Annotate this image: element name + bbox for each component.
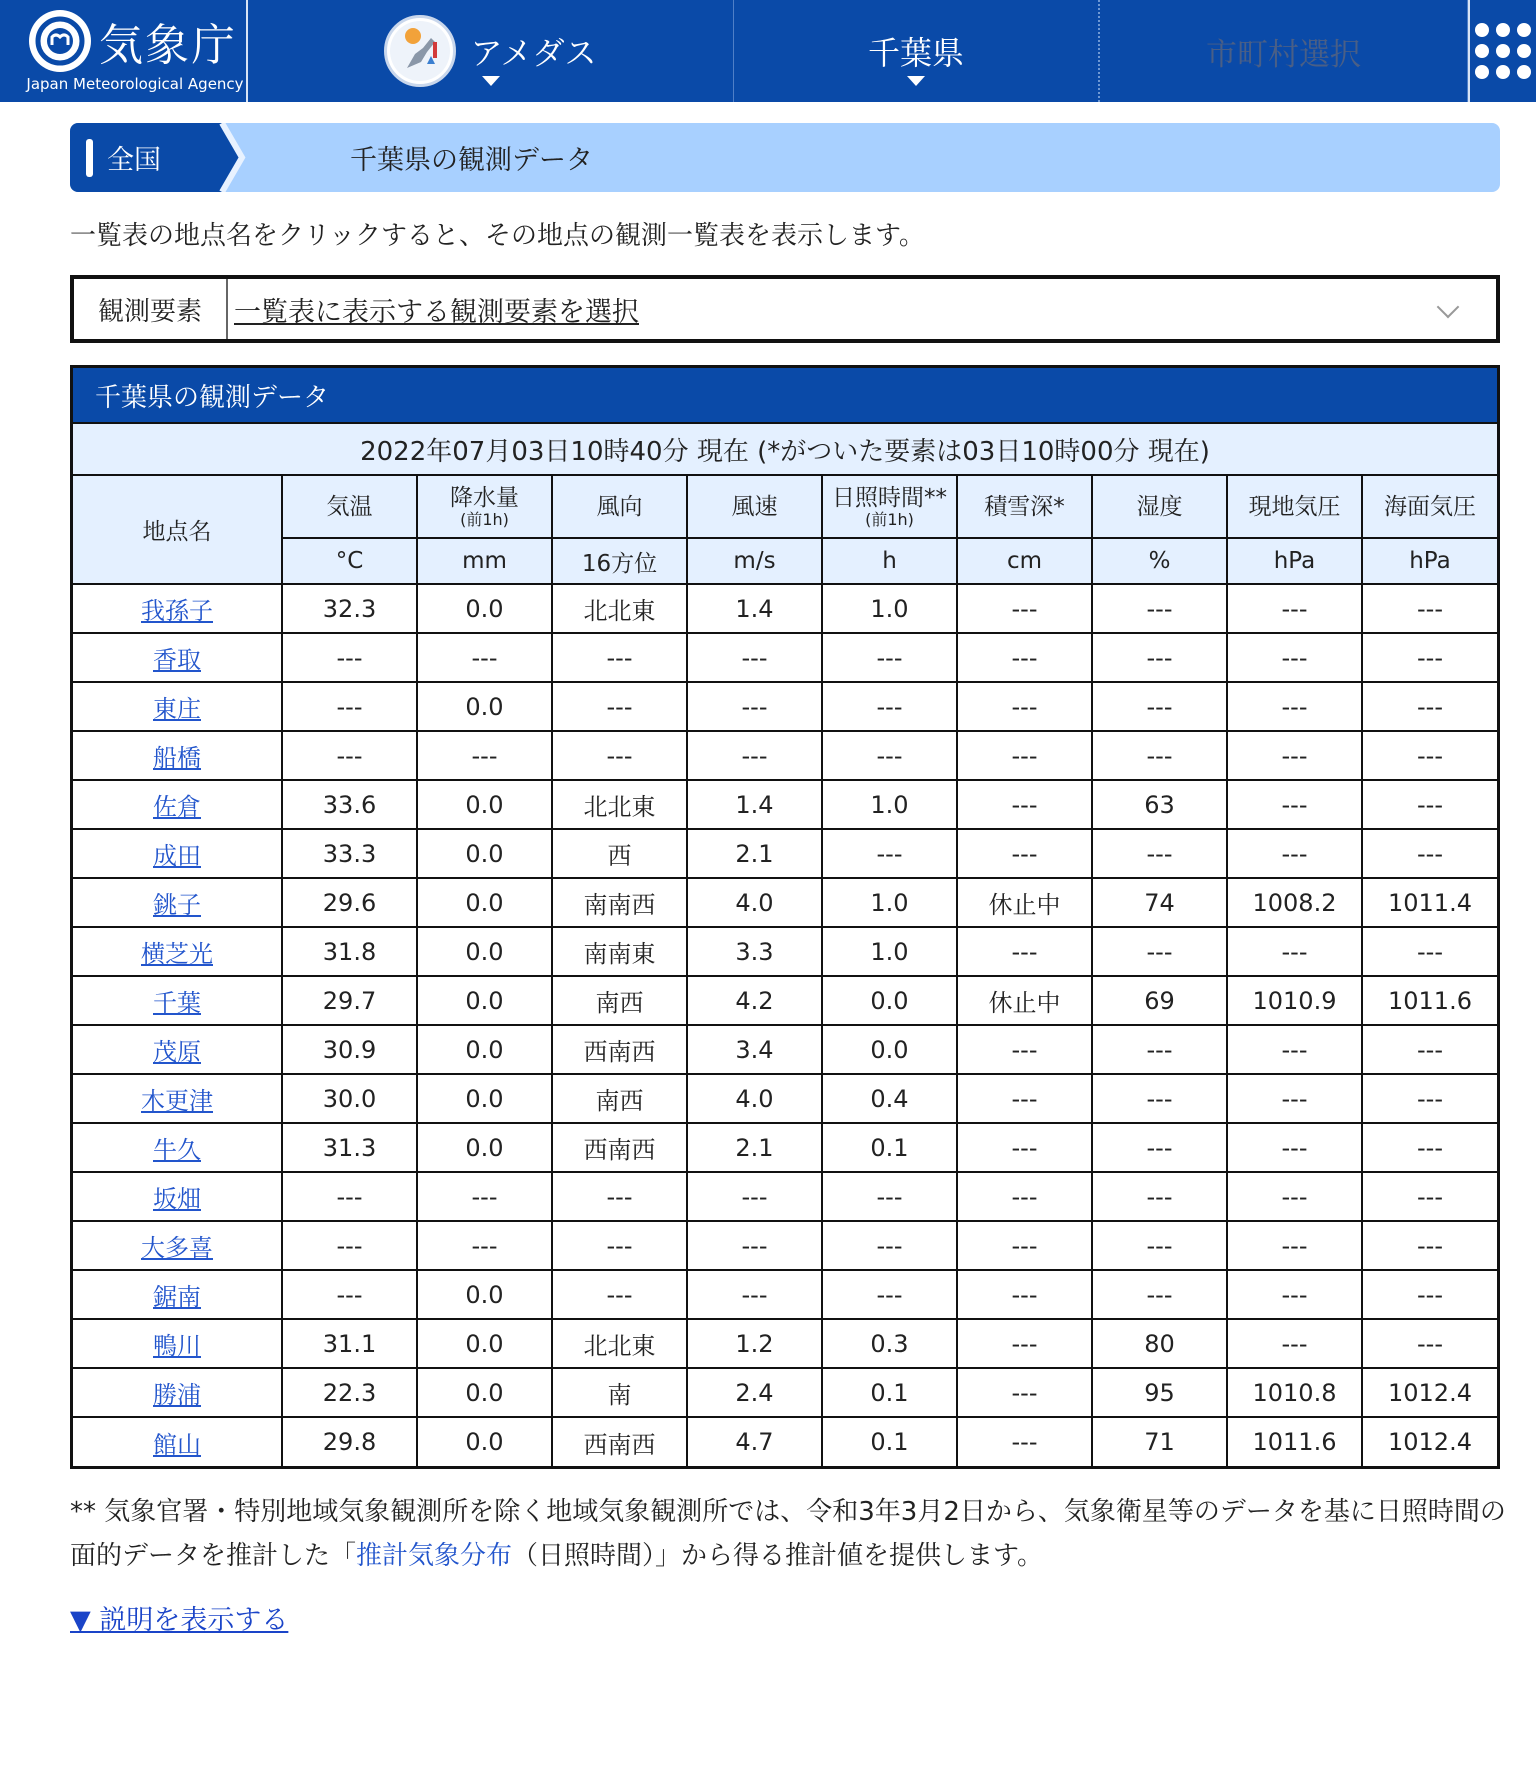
table-cell: 4.2	[687, 976, 822, 1025]
table-cell: ---	[282, 1270, 417, 1319]
table-cell: 1.0	[822, 780, 957, 829]
table-cell: ---	[1362, 927, 1497, 976]
breadcrumb-arrow-icon	[198, 123, 248, 192]
table-row	[73, 780, 1497, 829]
logo-subtitle: Japan Meteorological Agency	[26, 75, 244, 93]
table-cell: 休止中	[957, 878, 1092, 927]
station-header: 地点名	[73, 476, 282, 584]
chevron-down-icon	[907, 76, 925, 86]
table-cell: 1011.6	[1227, 1417, 1362, 1466]
table-cell: ---	[822, 731, 957, 780]
chevron-down-icon	[482, 76, 500, 86]
station-link[interactable]: 館山	[73, 1417, 282, 1466]
station-link[interactable]: 東庄	[73, 682, 282, 731]
column-unit: °C	[282, 538, 417, 584]
table-cell: ---	[552, 633, 687, 682]
table-cell: 29.6	[282, 878, 417, 927]
column-header: 日照時間** (前1h)	[822, 476, 957, 538]
jma-logo[interactable]	[0, 0, 248, 102]
table-cell: 北北東	[552, 1319, 687, 1368]
table-row	[73, 731, 1497, 780]
station-link[interactable]: 香取	[73, 633, 282, 682]
table-cell: ---	[822, 633, 957, 682]
table-cell: 1.4	[687, 780, 822, 829]
table-cell: 71	[1092, 1417, 1227, 1466]
column-unit: hPa	[1362, 538, 1497, 584]
table-cell: 南南西	[552, 878, 687, 927]
table-row	[73, 1221, 1497, 1270]
table-cell: 22.3	[282, 1368, 417, 1417]
column-header: 風向	[552, 476, 687, 538]
station-link[interactable]: 勝浦	[73, 1368, 282, 1417]
observation-grid	[73, 476, 1497, 1466]
table-cell: ---	[1092, 1123, 1227, 1172]
table-cell: 2.1	[687, 1123, 822, 1172]
table-cell: ---	[282, 1172, 417, 1221]
breadcrumb-home[interactable]	[70, 123, 200, 192]
prefecture-label: 千葉県	[867, 34, 964, 72]
table-cell: ---	[687, 1172, 822, 1221]
table-cell: ---	[1227, 633, 1362, 682]
table-cell: ---	[417, 1221, 552, 1270]
table-cell: ---	[1092, 731, 1227, 780]
station-link[interactable]: 船橋	[73, 731, 282, 780]
station-link[interactable]: 木更津	[73, 1074, 282, 1123]
table-cell: ---	[1362, 633, 1497, 682]
table-cell: 0.0	[417, 682, 552, 731]
table-cell: ---	[1092, 1074, 1227, 1123]
table-cell: ---	[957, 633, 1092, 682]
table-row	[73, 1270, 1497, 1319]
table-cell: 0.0	[417, 1123, 552, 1172]
table-cell: 80	[1092, 1319, 1227, 1368]
column-unit: %	[1092, 538, 1227, 584]
table-row	[73, 829, 1497, 878]
table-cell: 0.0	[417, 1417, 552, 1466]
table-cell: 0.0	[417, 780, 552, 829]
table-cell: ---	[552, 1221, 687, 1270]
column-header: 気温	[282, 476, 417, 538]
table-row	[73, 1025, 1497, 1074]
table-cell: ---	[1227, 682, 1362, 731]
column-header: 湿度	[1092, 476, 1227, 538]
table-row	[73, 1368, 1497, 1417]
breadcrumb-home-label: 全国	[107, 145, 161, 176]
table-row	[73, 682, 1497, 731]
table-cell: ---	[282, 1221, 417, 1270]
table-cell: ---	[1362, 1074, 1497, 1123]
table-cell: 32.3	[282, 584, 417, 633]
table-cell: 0.0	[417, 927, 552, 976]
table-cell: ---	[417, 633, 552, 682]
table-cell: ---	[957, 1172, 1092, 1221]
table-row	[73, 1172, 1497, 1221]
table-cell: ---	[282, 633, 417, 682]
table-cell: ---	[552, 731, 687, 780]
table-cell: 0.0	[822, 1025, 957, 1074]
table-cell: ---	[1227, 584, 1362, 633]
table-cell: 西南西	[552, 1123, 687, 1172]
table-cell: ---	[1227, 1172, 1362, 1221]
table-title: 千葉県の観測データ	[73, 368, 1497, 424]
table-cell: 西南西	[552, 1417, 687, 1466]
sunshine-note	[70, 1490, 1510, 1578]
table-cell: 33.6	[282, 780, 417, 829]
table-cell: ---	[957, 1025, 1092, 1074]
column-unit: mm	[417, 538, 552, 584]
table-row	[73, 633, 1497, 682]
table-row	[73, 878, 1497, 927]
table-cell: ---	[1362, 1025, 1497, 1074]
station-link[interactable]: 我孫子	[73, 584, 282, 633]
table-cell: ---	[552, 682, 687, 731]
table-cell: 69	[1092, 976, 1227, 1025]
table-cell: ---	[1092, 682, 1227, 731]
table-cell: ---	[957, 1074, 1092, 1123]
table-cell: 63	[1092, 780, 1227, 829]
table-cell: ---	[687, 1221, 822, 1270]
column-header: 現地気圧	[1227, 476, 1362, 538]
table-cell: ---	[957, 1368, 1092, 1417]
table-cell: ---	[687, 682, 822, 731]
amedas-menu[interactable]	[248, 0, 734, 102]
table-cell: 0.0	[822, 976, 957, 1025]
table-row	[73, 584, 1497, 633]
table-cell: 0.4	[822, 1074, 957, 1123]
table-cell: ---	[1362, 1221, 1497, 1270]
table-cell: 0.1	[822, 1368, 957, 1417]
table-cell: 2.4	[687, 1368, 822, 1417]
table-cell: 南	[552, 1368, 687, 1417]
table-cell: ---	[822, 682, 957, 731]
table-cell: 1011.4	[1362, 878, 1497, 927]
table-cell: ---	[1227, 1074, 1362, 1123]
station-link[interactable]: 銚子	[73, 878, 282, 927]
observation-table	[70, 365, 1500, 1469]
table-cell: ---	[957, 1221, 1092, 1270]
column-unit: hPa	[1227, 538, 1362, 584]
station-link[interactable]: 牛久	[73, 1123, 282, 1172]
table-cell: 北北東	[552, 780, 687, 829]
table-cell: 1.4	[687, 584, 822, 633]
show-explanation-link[interactable]: ▼ 説明を表示する	[70, 1605, 289, 1636]
table-cell: 0.0	[417, 1270, 552, 1319]
table-cell: 西南西	[552, 1025, 687, 1074]
logo-title: 気象庁	[99, 20, 237, 71]
table-cell: 30.0	[282, 1074, 417, 1123]
breadcrumb-current: 千葉県の観測データ	[350, 145, 593, 176]
table-cell: ---	[1227, 731, 1362, 780]
table-cell: 0.0	[417, 976, 552, 1025]
table-cell: ---	[552, 1172, 687, 1221]
table-row	[73, 1417, 1497, 1466]
weather-map-icon	[384, 15, 456, 87]
selector-value-text: 一覧表に表示する観測要素を選択	[234, 296, 639, 328]
table-cell: ---	[687, 633, 822, 682]
table-row	[73, 1123, 1497, 1172]
station-link[interactable]: 佐倉	[73, 780, 282, 829]
selector-value[interactable]	[228, 279, 1496, 339]
table-cell: 1010.9	[1227, 976, 1362, 1025]
table-cell: ---	[1362, 682, 1497, 731]
table-cell: ---	[957, 829, 1092, 878]
table-cell: 1.2	[687, 1319, 822, 1368]
selector-label: 観測要素	[74, 279, 228, 339]
table-cell: 0.0	[417, 1025, 552, 1074]
station-link[interactable]: 大多喜	[73, 1221, 282, 1270]
table-cell: 74	[1092, 878, 1227, 927]
table-cell: ---	[1092, 1172, 1227, 1221]
table-cell: ---	[1227, 829, 1362, 878]
table-cell: 95	[1092, 1368, 1227, 1417]
amedas-label: アメダス	[470, 34, 597, 72]
table-cell: ---	[1362, 1172, 1497, 1221]
table-cell: ---	[957, 1270, 1092, 1319]
table-cell: 1008.2	[1227, 878, 1362, 927]
estimated-distribution-link[interactable]: 推計気象分布	[356, 1541, 513, 1571]
table-cell: 31.3	[282, 1123, 417, 1172]
table-cell: ---	[957, 927, 1092, 976]
note-text-before: ** 気象官署・特別地域気象観測所を除く地域気象観測所では、令和3年3月2日から、気象衛星等のデータを基に日照時間の面的データを推計した「	[70, 1497, 1506, 1571]
table-cell: 1.0	[822, 927, 957, 976]
table-cell: ---	[822, 1270, 957, 1319]
column-unit: h	[822, 538, 957, 584]
column-header: 海面気圧	[1362, 476, 1497, 538]
table-cell: ---	[1227, 1270, 1362, 1319]
table-cell: ---	[957, 780, 1092, 829]
table-cell: ---	[957, 682, 1092, 731]
table-cell: ---	[282, 731, 417, 780]
table-cell: ---	[1227, 1025, 1362, 1074]
prefecture-menu[interactable]	[734, 0, 1100, 102]
station-link[interactable]: 成田	[73, 829, 282, 878]
table-cell: 0.1	[822, 1123, 957, 1172]
table-cell: ---	[1362, 731, 1497, 780]
table-cell: 0.0	[417, 878, 552, 927]
table-cell: 北北東	[552, 584, 687, 633]
column-header: 積雪深*	[957, 476, 1092, 538]
intro-text: 一覧表の地点名をクリックすると、その地点の観測一覧表を表示します。	[70, 221, 925, 251]
table-cell: 29.7	[282, 976, 417, 1025]
table-row	[73, 1074, 1497, 1123]
table-cell: 0.1	[822, 1417, 957, 1466]
table-cell: ---	[687, 731, 822, 780]
table-cell: 1.0	[822, 584, 957, 633]
table-cell: 31.8	[282, 927, 417, 976]
column-header: 風速	[687, 476, 822, 538]
table-cell: ---	[1227, 1123, 1362, 1172]
table-cell: ---	[957, 1417, 1092, 1466]
table-cell: ---	[957, 1123, 1092, 1172]
table-cell: 1012.4	[1362, 1368, 1497, 1417]
station-link[interactable]: 坂畑	[73, 1172, 282, 1221]
table-cell: 4.0	[687, 1074, 822, 1123]
table-cell: 0.0	[417, 829, 552, 878]
grid-menu-icon	[1475, 23, 1531, 79]
table-cell: ---	[957, 584, 1092, 633]
station-link[interactable]: 鋸南	[73, 1270, 282, 1319]
table-cell: ---	[822, 1221, 957, 1270]
table-cell: ---	[1362, 1123, 1497, 1172]
table-cell: ---	[1092, 1221, 1227, 1270]
column-header: 降水量 (前1h)	[417, 476, 552, 538]
table-cell: 西	[552, 829, 687, 878]
table-cell: ---	[417, 731, 552, 780]
table-cell: 南西	[552, 976, 687, 1025]
table-cell: ---	[1227, 1319, 1362, 1368]
table-cell: 31.1	[282, 1319, 417, 1368]
breadcrumb	[70, 123, 1500, 192]
table-cell: 0.0	[417, 1368, 552, 1417]
element-selector[interactable]	[70, 275, 1500, 343]
table-cell: ---	[1227, 927, 1362, 976]
table-cell: ---	[1227, 780, 1362, 829]
table-cell: ---	[1092, 1270, 1227, 1319]
table-cell: ---	[1092, 829, 1227, 878]
table-cell: 29.8	[282, 1417, 417, 1466]
table-cell: 1010.8	[1227, 1368, 1362, 1417]
table-cell: ---	[957, 1319, 1092, 1368]
note-text-after: （日照時間）」から得る推計値を提供します。	[512, 1541, 1043, 1571]
table-cell: ---	[1362, 780, 1497, 829]
table-cell: 30.9	[282, 1025, 417, 1074]
table-cell: 3.4	[687, 1025, 822, 1074]
table-cell: 南西	[552, 1074, 687, 1123]
table-cell: 0.3	[822, 1319, 957, 1368]
table-cell: 南南東	[552, 927, 687, 976]
table-cell: ---	[1362, 584, 1497, 633]
table-cell: 0.0	[417, 1074, 552, 1123]
city-select-label: 市町村選択	[1206, 36, 1361, 73]
station-link[interactable]: 鴨川	[73, 1319, 282, 1368]
table-cell: ---	[417, 1172, 552, 1221]
table-cell: ---	[822, 1172, 957, 1221]
table-timestamp: 2022年07月03日10時40分 現在 (*がついた要素は03日10時00分 現在)	[73, 424, 1497, 476]
table-cell: 0.0	[417, 1319, 552, 1368]
table-row	[73, 1319, 1497, 1368]
table-cell: ---	[1362, 1270, 1497, 1319]
table-cell: ---	[1092, 633, 1227, 682]
table-cell: 0.0	[417, 584, 552, 633]
table-cell: ---	[1362, 829, 1497, 878]
table-cell: ---	[687, 1270, 822, 1319]
table-cell: 4.7	[687, 1417, 822, 1466]
table-cell: 2.1	[687, 829, 822, 878]
top-header	[0, 0, 1536, 102]
station-link[interactable]: 千葉	[73, 976, 282, 1025]
station-link[interactable]: 横芝光	[73, 927, 282, 976]
column-unit: cm	[957, 538, 1092, 584]
table-cell: ---	[822, 829, 957, 878]
table-cell: 3.3	[687, 927, 822, 976]
table-cell: ---	[1092, 1025, 1227, 1074]
jma-logo-icon	[29, 10, 91, 72]
column-unit: 16方位	[552, 538, 687, 584]
table-cell: ---	[552, 1270, 687, 1319]
station-link[interactable]: 茂原	[73, 1025, 282, 1074]
table-cell: 休止中	[957, 976, 1092, 1025]
table-cell: 1.0	[822, 878, 957, 927]
column-unit: m/s	[687, 538, 822, 584]
table-cell: 33.3	[282, 829, 417, 878]
table-cell: 4.0	[687, 878, 822, 927]
city-select-menu[interactable]	[1100, 0, 1468, 102]
table-row	[73, 976, 1497, 1025]
table-cell: ---	[1227, 1221, 1362, 1270]
table-cell: 1011.6	[1362, 976, 1497, 1025]
table-row	[73, 927, 1497, 976]
menu-grid-button[interactable]	[1468, 0, 1536, 102]
table-cell: ---	[1362, 1319, 1497, 1368]
table-cell: 1012.4	[1362, 1417, 1497, 1466]
table-cell: ---	[1092, 584, 1227, 633]
chevron-down-icon	[1437, 296, 1460, 319]
table-cell: ---	[957, 731, 1092, 780]
table-cell: ---	[282, 682, 417, 731]
table-cell: ---	[1092, 927, 1227, 976]
